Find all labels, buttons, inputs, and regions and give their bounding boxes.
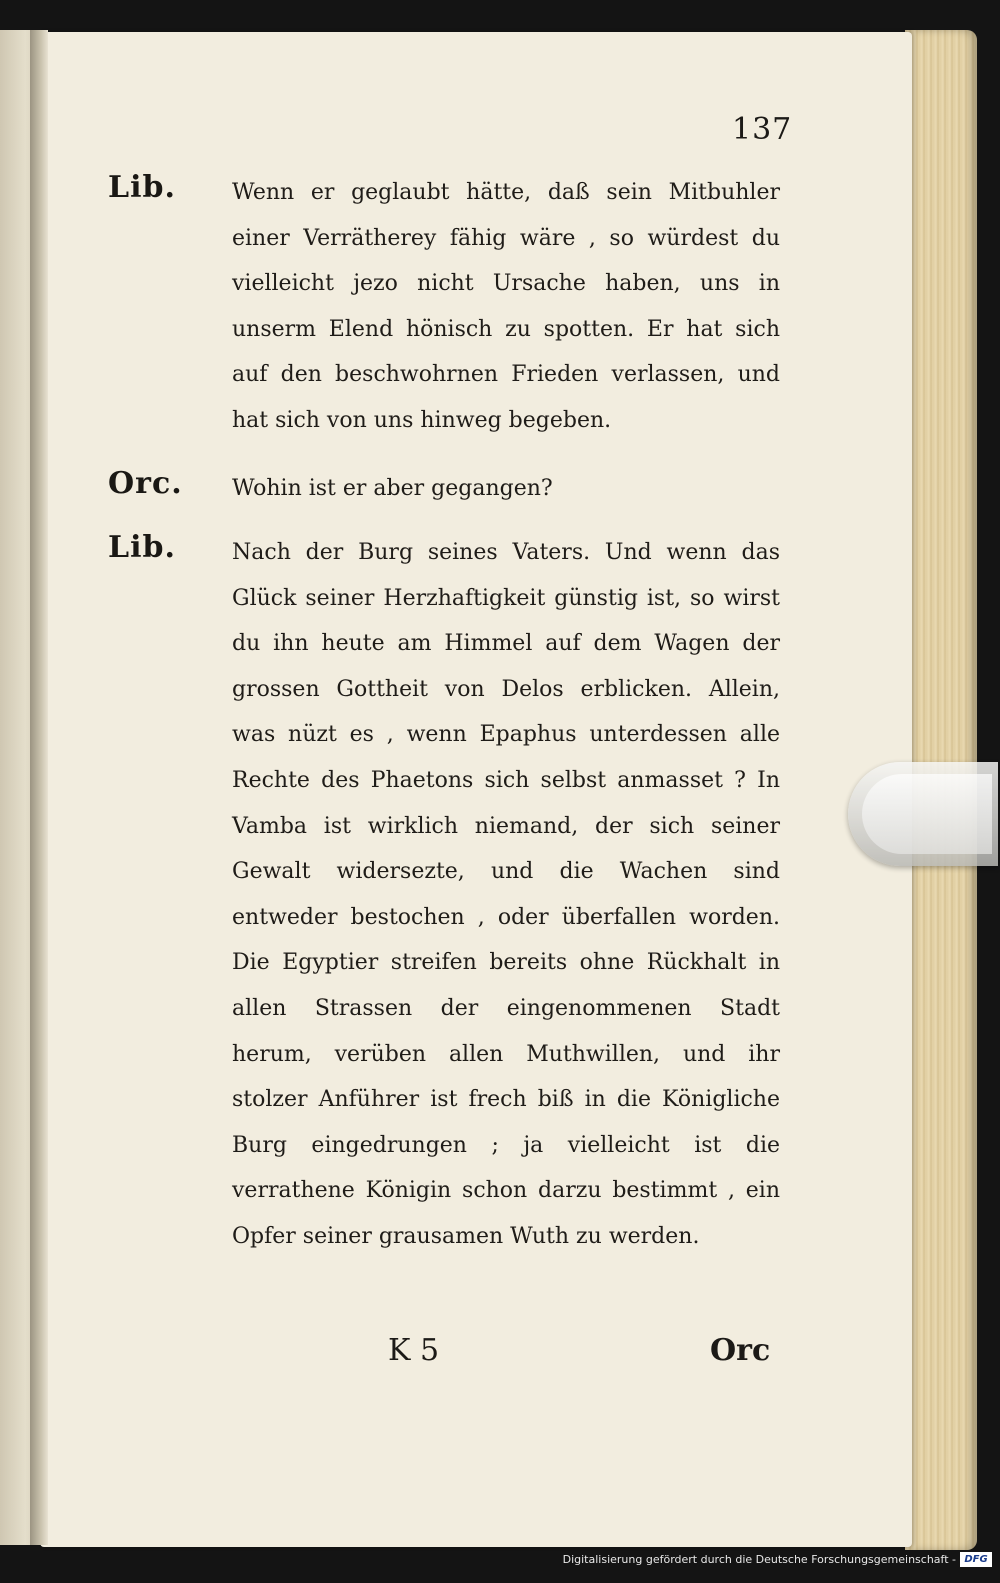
speaker-label-3: Lib. xyxy=(108,530,176,565)
signature-mark: K 5 xyxy=(388,1333,440,1368)
book-gutter xyxy=(30,30,48,1545)
dialogue-text-1: Wenn er geglaubt hätte, daß sein Mitbuhler einer Verrätherey fähig wäre , so würdest du vielleicht jezo nicht Ursache haben, uns in unserm Elend hönisch zu spotten. Er hat sich auf den beschwohrnen Frieden verlassen, und hat sich von uns hinweg begeben. xyxy=(232,180,780,433)
dialogue-text-3: Nach der Burg seines Vaters. Und wenn das Glück seiner Herzhaftigkeit günstig ist, so wirst du ihn heute am Himmel auf dem Wagen der grossen Gottheit von Delos erblicken. Allein, was nüzt es , wenn Epaphus unterdessen alle Rechte des Phaetons sich selbst anmasset ? In Vamba ist wirklich niemand, der sich seiner Gewalt widersezte, und die Wachen sind entweder bestochen , oder überfallen worden. Die Egyptier streifen bereits ohne Rückhalt in allen Strassen der eingenommenen Stadt herum, verüben allen Muthwillen, und ihr stolzer Anführer ist frech biß in die Königliche Burg eingedrungen ; ja vielleicht ist die verrathene Königin schon darzu bestimmt , ein Opfer seiner grausamen Wuth zu werden. xyxy=(232,540,780,1249)
speaker-label-1: Lib. xyxy=(108,170,176,205)
catchword: Orc xyxy=(710,1333,771,1368)
dfg-logo: DFG xyxy=(960,1552,992,1567)
page-number: 137 xyxy=(732,112,793,147)
speaker-label-2: Orc. xyxy=(108,466,183,501)
page-clip-highlight xyxy=(862,774,992,854)
digitization-credit: Digitalisierung gefördert durch die Deutsche Forschungsgemeinschaft - xyxy=(562,1553,956,1566)
dialogue-text-2: Wohin ist er aber gegangen? xyxy=(232,476,553,501)
